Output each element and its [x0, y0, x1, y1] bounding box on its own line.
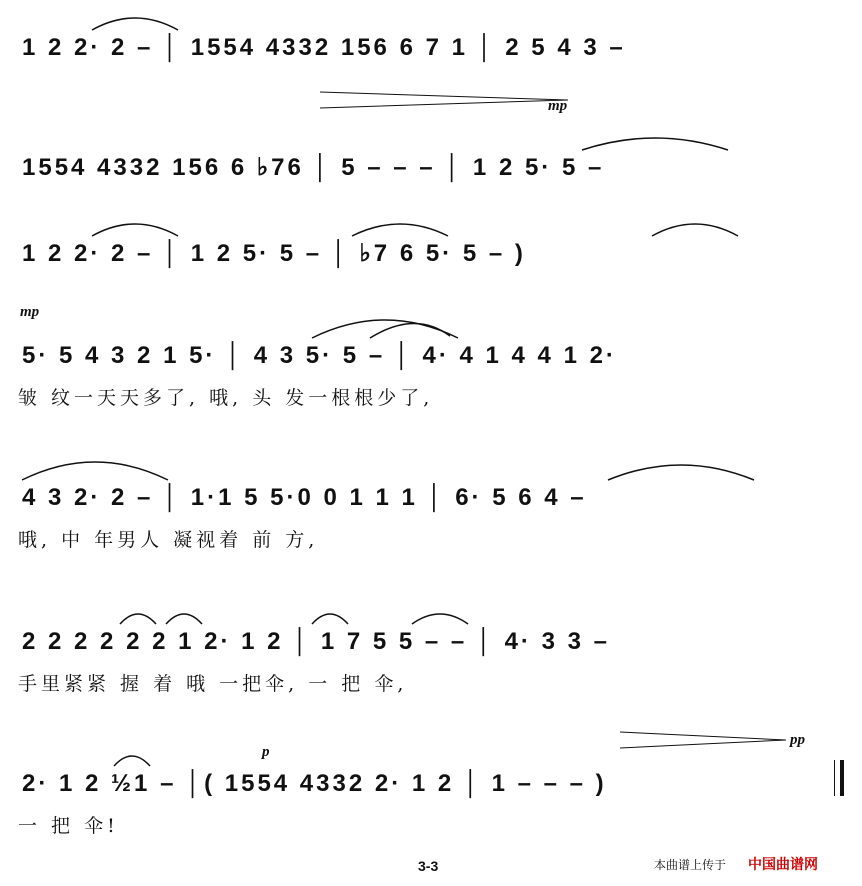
- dynamic-mark: p: [262, 744, 270, 760]
- upload-credit: 本曲谱上传于: [654, 858, 727, 872]
- slur-arc: [310, 608, 350, 626]
- lyrics-row: 哦, 中 年男人 凝视着 前 方,: [18, 529, 319, 551]
- notation-row: 5· 5 4 3 2 1 5· │ 4 3 5· 5 – │ 4· 4 1 4 4 1 2·: [22, 342, 617, 369]
- notation-row: 1 2 2· 2 – │ 1554 4332 156 6 7 1 │ 2 5 4 3 –: [22, 34, 626, 61]
- notation-row: 1 2 2· 2 – │ 1 2 5· 5 – │ ♭7 6 5· 5 – ): [22, 240, 526, 267]
- dynamic-mark: mp: [548, 98, 568, 114]
- decrescendo-hairpin: [320, 90, 570, 110]
- slur-arc: [606, 458, 756, 482]
- notation-row: 1554 4332 156 6 ♭76 │ 5 – – – │ 1 2 5· 5 –: [22, 154, 605, 181]
- slur-arc: [310, 312, 460, 340]
- lyrics-row: 皱 纹一天天多了, 哦, 头 发一根根少了,: [18, 387, 434, 409]
- lyrics-row: 手里紧紧 握 着 哦 一把伞, 一 把 伞,: [18, 673, 408, 695]
- tie-arc: [350, 218, 450, 238]
- slur-arc: [118, 608, 208, 626]
- slur-arc: [20, 454, 170, 482]
- page-number: 3-3: [418, 858, 439, 874]
- staff-line-4: [0, 304, 862, 458]
- tie-arc: [90, 12, 180, 32]
- lyrics-row: 一 把 伞!: [18, 815, 119, 837]
- notation-row: 2 2 2 2 2 2 1 2· 1 2 │ 1 7 5 5 – – │ 4· 3 3 –: [22, 628, 610, 655]
- staff-line-6: [0, 624, 862, 744]
- tie-arc: [580, 132, 730, 152]
- notation-row: 4 3 2· 2 – │ 1·1 5 5·0 0 1 1 1 │ 6· 5 6 4 –: [22, 484, 587, 511]
- final-barline: [840, 760, 844, 796]
- site-logo: 中国曲谱网: [748, 856, 818, 872]
- decrescendo-hairpin: [620, 730, 788, 750]
- dynamic-mark: pp: [790, 732, 805, 748]
- slur-arc: [410, 608, 470, 626]
- final-barline-thin: [834, 760, 835, 796]
- notation-row: 2· 1 2 ½1 – │( 1554 4332 2· 1 2 │ 1 – – – ): [22, 770, 607, 797]
- staff-line-5: [0, 480, 862, 600]
- dynamic-mark: mp: [20, 304, 40, 320]
- tie-arc: [90, 218, 180, 238]
- staff-line-1: [0, 30, 862, 150]
- tie-arc: [650, 218, 740, 238]
